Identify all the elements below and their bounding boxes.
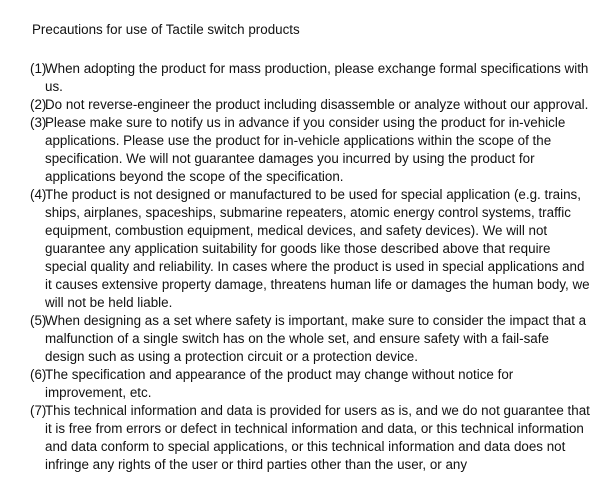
precaution-item-2 bbox=[30, 96, 590, 114]
item-text: Please make sure to notify us in advance if you consider using the product for in-vehicle applications. Please use the product for in-vehicle applications within the scope of the specification. We will not guarantee damages you incurred by using the product for applications beyond the scope of the specification. bbox=[45, 115, 566, 184]
item-number: (6) bbox=[30, 367, 47, 382]
precaution-item-5 bbox=[30, 312, 590, 366]
precautions-list bbox=[30, 60, 590, 474]
item-text: Do not reverse-engineer the product including disassemble or analyze without our approval. bbox=[45, 97, 589, 112]
item-text: This technical information and data is provided for users as is, and we do not guarantee that it is free from errors or defect in technical information and data, or this technical information and data conform to special applications, or this technical information and data does not infringe any rights of the user or third parties other than the user, or any bbox=[45, 403, 590, 472]
item-number: (2) bbox=[30, 97, 47, 112]
item-text: The specification and appearance of the product may change without notice for improvement, etc. bbox=[45, 367, 514, 400]
item-number: (4) bbox=[30, 187, 47, 202]
precaution-item-4 bbox=[30, 186, 590, 312]
document-title: Precautions for use of Tactile switch products bbox=[32, 22, 300, 37]
item-number: (3) bbox=[30, 115, 47, 130]
item-text: When adopting the product for mass production, please exchange formal specifications with us. bbox=[45, 61, 589, 94]
precaution-item-6 bbox=[30, 366, 590, 402]
item-number: (7) bbox=[30, 403, 47, 418]
precaution-item-7 bbox=[30, 402, 590, 474]
precaution-item-1 bbox=[30, 60, 590, 96]
item-number: (5) bbox=[30, 313, 47, 328]
item-text: When designing as a set where safety is important, make sure to consider the impact that a malfunction of a single switch has on the whole set, and ensure safety with a fail-safe design such as using a protection circuit or a protection device. bbox=[45, 313, 587, 364]
item-text: The product is not designed or manufactured to be used for special application (e.g. trains, ships, airplanes, spaceships, submarine repeaters, atomic energy control systems, traffic equipment, combustion equipment, medical devices, and safety devices). We will not guarantee any application suitability for goods like those described above that require special quality and reliability. In cases where the product is used in special applications and it causes extensive property damage, threatens human life or damages the human body, we will not be held liable. bbox=[45, 187, 590, 310]
precaution-item-3 bbox=[30, 114, 590, 186]
item-number: (1) bbox=[30, 61, 47, 76]
